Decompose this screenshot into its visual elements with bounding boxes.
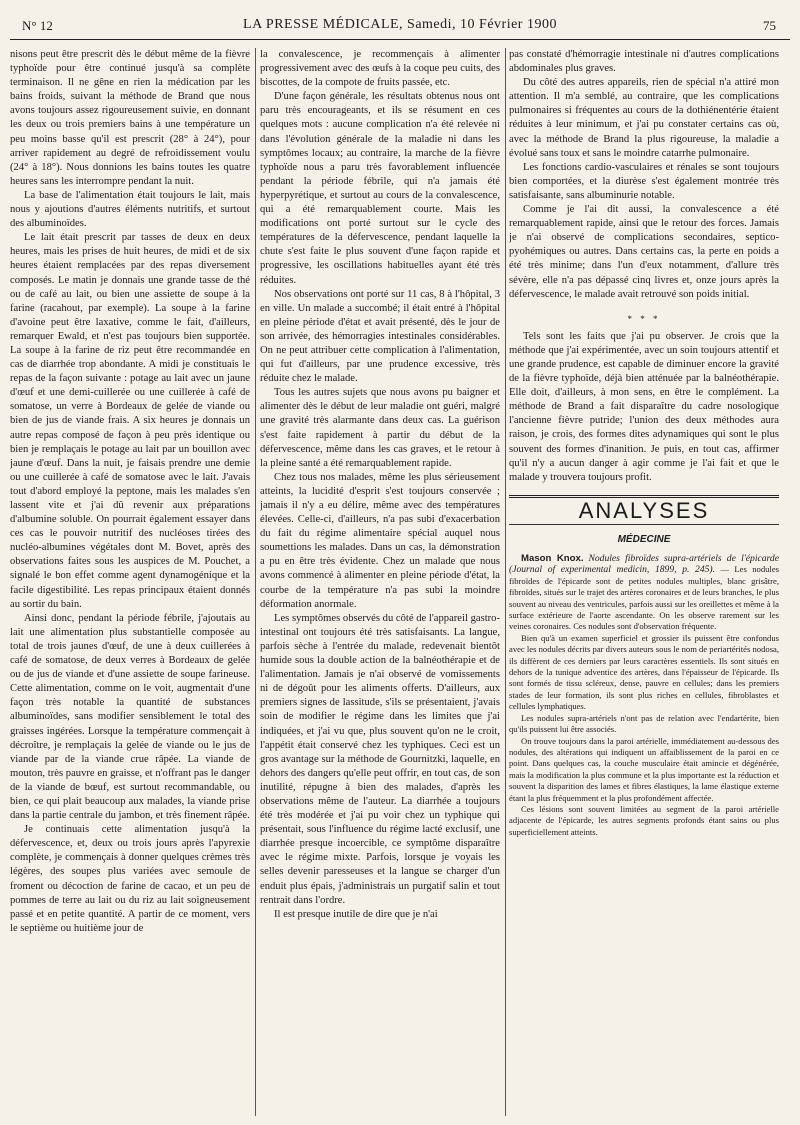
paragraph: Comme je l'ai dit aussi, la convalescence a été remarquablement rapide, ainsi que le retour des forces. Jamais je n'ai observé de complications secondaires, septico-pyohémiques ou autres. Dans certains cas, la perte en poids a été très minime; dans l'un d'eux notamment, d'allure très sévère, elle n'a pas dépassé cinq livres et, onze jours après la défervescence, le malade avait retrouvé son poids initial.: [509, 204, 779, 300]
column-1: [10, 48, 250, 1116]
paragraph: Chez tous nos malades, même les plus sérieusement atteints, la lucidité d'esprit s'est toujours conservée ; jamais il n'y a eu délire, même avec des températures élevées. Celle-ci, d'ailleurs, n'a pas subi d'exacerbation du fait du régime alimentaire spécial auquel nous soumettions les malades. Dans un cas, la démonstration a pu en être très évidente. Chez un malade que nous avons commencé à alimenter en pleine période d'état, la courbe de la température n'a pas subi la moindre déformation anormale.: [260, 471, 500, 610]
paragraph: Du côté des autres appareils, rien de spécial n'a attiré mon attention. Il m'a semblé, au contraire, que les complications pulmonaires si fréquentes au cours de la dothiénentérie étaient réduites à leur minimum, et j'ai pu constater certains cas où, avec la méthode de Brand la plus rigoureuse, la maladie a évolué sans toux et sans le moindre catarrhe pulmonaire.: [509, 77, 779, 159]
paragraph: Les symptômes observés du côté de l'appareil gastro-intestinal ont toujours été très satisfaisants. La langue, parfois sèche à l'entrée du malade, redevenait bientôt humide sous la double action de la balnéothérapie et de l'alimentation. Jamais je n'ai observé de vomissements ni de dégoût pour les aliments offerts. D'ailleurs, aux premiers signes de lassitude, s'ils se présentaient, j'avais soin de modifier le régime dans les limites que j'ai indiquées, et j'ai vu que, plus souvent qu'on ne le croit, l'appétit était conservé chez les typhiques. Ceci est un gros avantage sur la méthode de Gournitzki, laquelle, en dehors des dangers qu'elle peut offrir, en tout cas, de son inutilité, répugne à bien des malades, d'après les observations même de l'auteur. La diarrhée a toujours été très modérée et j'ai pu voir chez un typhique qui présentait, sous l'influence du régime lacté exclusif, une diarrhée presque incoercible, ce symptôme disparaître avec le régime mixte. Parfois, lorsque je voyais les selles devenir paresseuses et la langue se charger d'un enduit plus épais, j'administrais un purgatif salin et tout rentrait dans l'ordre.: [260, 612, 500, 906]
section-stars: * * *: [627, 313, 661, 324]
column-2: [260, 48, 500, 1116]
page-header: [10, 14, 790, 40]
abstract-author: Mason Knox.: [521, 553, 584, 564]
page-number: 75: [763, 18, 776, 33]
paragraph: la convalescence, je recommençais à alimenter progressivement avec des œufs à la coque peu cuits, des biscottes, de la compote de fruits passée, etc.: [260, 49, 500, 89]
paragraph: Il est presque inutile de dire que je n'ai: [274, 908, 438, 920]
paragraph: Le lait était prescrit par tasses de deux en deux heures, mais les prises de huit heures, de midi et de six heures étaient remplacées par des repas diversement composés. Le matin je donnais une grande tasse de thé ou de café au lait, ou bien une assiette de soupe à la farine (racahout, par exemple). La soupe à la farine d'avoine peut être laxative, comme le fait, d'ailleurs, remarquer Ewald, et n'est pas toujours bien supportée. La soupe à la farine de riz peut être recommandée en cas de diarrhée trop abondante. A midi je constituais le repas de la façon suivante : potage au lait avec un jaune d'œuf et une demi-cuillerée ou une cuillerée à café de somatose, un verre à Bordeaux de gelée de viande ou bien de jus de viande frais. A six heures je donnais un autre repas composé de façon à peu près identique ou bien je remplaçais le potage au lait par un bouillon avec jaune d'œuf. Dans la nuit, je faisais prendre une demie ou une cuillerée à café de somatose avec le lait. J'avais tout d'abord employé la peptone, mais les malades s'en lassent vite et j'ai dû revenir aux préparations d'albumine soluble. On pourrait également essayer dans ces cas le pouvoir nutritif des nucléoses tirées des nucléo-albumines végétales dont M. Bovet, après des observations faites sous les auspices de M. Pouchet, a signalé le bon effet comme agent dynamogénique et la facile digestibilité. Les repas principaux étaient donnés au sortir du bain.: [10, 232, 250, 610]
abstract-citation: (Journal of experimental medicin, 1899, p. 245).: [509, 564, 716, 576]
column-divider: [505, 48, 506, 1116]
conclusion-paragraph: Tels sont les faits que j'ai pu observer. Je crois que la méthode que j'ai expérimentée, avec un soin toujours attentif et une grande prudence, est capable de diminuer encore la gravité de la fièvre typhoïde, déjà bien atténuée par la balnéothérapie. Elle doit, d'ailleurs, à mon sens, en être le complément. La méthode de Brand a fait disparaître du cadre nosologique l'ancienne fièvre putride; l'union des deux méthodes aura raison, je crois, des formes dites adynamiques qui sont le plus souvent des formes d'inanition. Je puis, en tout cas, affirmer qu'il n'y a aucun danger à agir comme je l'ai fait et que le malade y trouvera toujours profit.: [509, 330, 779, 483]
paragraph: Nos observations ont porté sur 11 cas, 8 à l'hôpital, 3 en ville. Un malade a succombé; il était entré à l'hôpital en pleine période d'état et avait présenté, dès le jour de son arrivée, des hémorragies intestinales considérables. On ne peut attribuer cette complication à l'alimentation, qui fut d'ailleurs, par une prudence excessive, très réduite chez le malade.: [260, 288, 500, 385]
abstract-text: — Les nodules fibroïdes de l'épicarde sont de petites nodules multiples, blanc grisâtre, fibroïdes, situés sur le trajet des artères coronaires et de leurs branches, le plus souvent au niveau des ventricules, parfois aussi sur les oreillettes et même à la surface extérieure de l'aorte ascendante. On les observe rarement sur les veines coronaires. Ces nodules sont d'observation fréquente.: [509, 564, 779, 632]
abstract: [509, 553, 779, 838]
abstract-paragraph: On trouve toujours dans la paroi artérielle, immédiatement au-dessous des nodules, des altérations qui indiquent un affaiblissement de la paroi en ce point. Dans quelques cas, la couche musculaire était amincie et dégénérée, mais la modification la plus commune et la plus importante est la réduction et souvent la disparition des lames et fibres élastiques, la lame élastique externe étant la plus fréquemment et la plus profondément affectée.: [509, 735, 779, 803]
paragraph: nisons peut être prescrit dès le début même de la fièvre typhoïde pour être continué jusqu'à sa complète terminaison. Il ne gêne en rien la médication par les bains froids, suivant la méthode de Brand que nous avons toujours assez rigoureusement suivie, en donnant les deux ou trois premiers bains à une température un peu moins basse qu'il est prescrit (28° à 24°), pour arriver rapidement au degré de refroidissement voulu (24° à 18°). Nous donnions les bains toutes les quatre heures sans les interrompre pendant la nuit.: [10, 49, 250, 187]
paragraph: Je continuais cette alimentation jusqu'à la défervescence, et, deux ou trois jours après l'apyrexie complète, je commençais à donner quelques crèmes très légères, des soupes plus variées avec semoule de froment ou décoction de farine de cacao, et un peu de pommes de terre au lait ou du riz au lait soigneusement passé et en petite quantité. A partir de ce moment, vers le septième ou huitième jour de: [10, 824, 250, 934]
column-3: [509, 48, 779, 1116]
paragraph: D'une façon générale, les résultats obtenus nous ont paru très encourageants, et ils se résument en ces quelques mots : aucune complication n'a été relevée ni dans l'évolution générale de la maladie ni dans les symptômes locaux; au contraire, la marche de la fièvre typhoïde nous a paru très favorablement influencée pendant la période fébrile, qui n'a jamais été hyperpyrétique, et surtout au cours de la convalescence, qui a été remarquablement courte. Mais les modifications ont porté surtout sur le cycle des températures de la défervescence, pendant laquelle la chute s'est faite le plus souvent d'une façon rapide et progressive, les oscillations habituelles ayant été très réduites.: [260, 91, 500, 286]
paragraph: Les fonctions cardio-vasculaires et rénales se sont toujours bien comportées, et la diurèse s'est également montrée très satisfaisante, sans albuminurie notable.: [509, 161, 779, 201]
abstract-paragraph: Bien qu'à un examen superficiel et grossier ils puissent être confondus avec les nodules décrits par divers auteurs sous le nom de periartérités nodosa, ils diffèrent de ces derniers par leurs caractères essentiels. Ils sont situés en dehors de la tunique adventice des artères, dans l'épaisseur de l'épicarde. Ils sont formés de tissu scléreux, dense, pauvre en cellules; dans les premiers stades de leur formation, ils sont plus riches en cellules, fibroblastes et cellules lymphatiques.: [509, 632, 779, 712]
paragraph: pas constaté d'hémorragie intestinale ni d'autres complications abdominales plus graves.: [509, 49, 779, 75]
abstract-lead: [509, 553, 779, 633]
abstract-title: Nodules fibroïdes supra-artériels de l'épicarde: [588, 553, 779, 564]
abstract-paragraph: Ces lésions sont souvent limitées au segment de la paroi artérielle adjacente de l'épicarde, les autres segments profonds étant sains ou plus superficiellement atteints.: [509, 803, 779, 837]
masthead-title: LA PRESSE MÉDICALE, Samedi, 10 Février 1900: [243, 17, 557, 32]
paragraph: La base de l'alimentation était toujours le lait, mais nous y ajoutions d'autres éléments nutritifs, et surtout des albuminoïdes.: [10, 189, 250, 230]
heading-rule: [509, 524, 779, 525]
abstract-paragraph: Les nodules supra-artériels n'ont pas de relation avec l'endartérite, bien qu'ils puissent lui être associés.: [509, 712, 779, 735]
section-title: MÉDECINE: [617, 533, 671, 545]
analyses-heading: ANALYSES: [578, 497, 710, 523]
issue-number: N° 12: [22, 18, 53, 33]
paragraph: Tous les autres sujets que nous avons pu baigner et alimenter dès le début de leur maladie ont guéri, malgré une gravité très alarmante dans deux cas. La guérison s'est faite rapidement à partir du début de la défervescence, même dans les cas graves, et le retour à la pleine santé a été remarquablement rapide.: [260, 387, 500, 469]
column-divider: [255, 48, 256, 1116]
paragraph: Ainsi donc, pendant la période fébrile, j'ajoutais au lait une alimentation plus substantielle composée au total de trois jaunes d'œuf, de une à deux cuillerées à café de somatose, de deux verres à Bordeaux de gelée ou de jus de viande et d'une assiette de soupe farineuse. Cette alimentation, comme on le voit, augmentait d'une façon très notable la quantité de substances albuminoïdes, sans modifier sensiblement le total des graisses ingérées. Lorsque la température commençait à décroître, je remplaçais la gelée de viande ou le jus de viande par de la viande crue râpée. La viande de mouton, très pauvre en graisse, et n'offrant pas le danger de la viande de bœuf, est surtout recommandable, ou bien, ce qui plait beaucoup aux malades, la viande prise dans la partie centrale du jambon, et très finement râpée.: [10, 612, 250, 822]
